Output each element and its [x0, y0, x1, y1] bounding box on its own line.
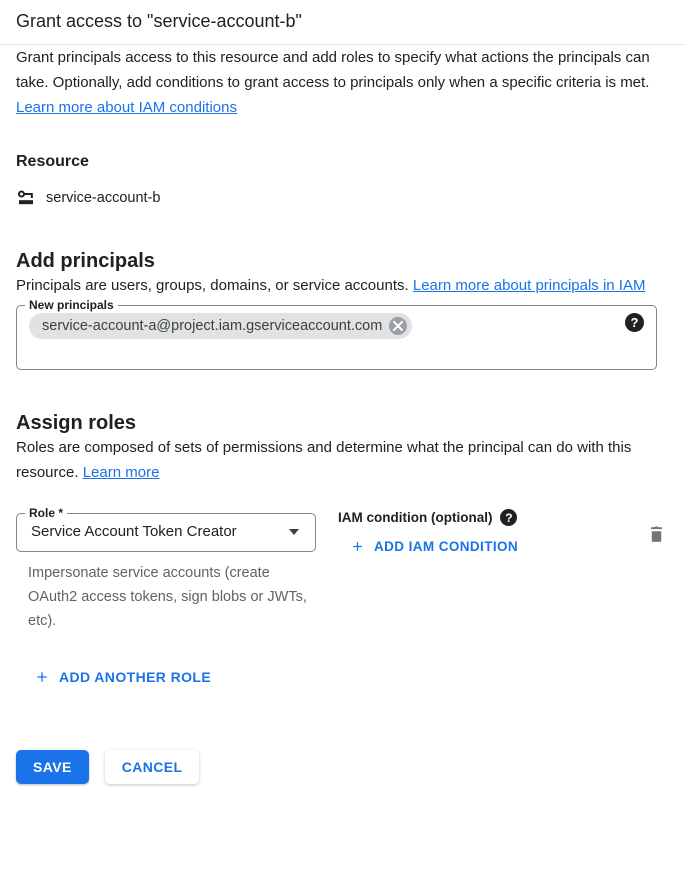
delete-role-column [645, 506, 668, 549]
close-icon [393, 321, 403, 331]
chevron-down-icon [289, 529, 299, 535]
delete-role-button[interactable] [645, 522, 668, 549]
role-description: Impersonate service accounts (create OAuth2 access tokens, sign blobs or JWTs, etc). [28, 565, 307, 629]
dialog-header [0, 0, 684, 45]
add-principals-heading: Add principals [16, 250, 155, 272]
role-selected-value: Service Account Token Creator [31, 523, 237, 540]
save-button[interactable]: SAVE [16, 750, 89, 784]
role-label: Role * [29, 506, 64, 520]
new-principals-label: New principals [29, 298, 114, 312]
principals-paragraph [16, 273, 662, 298]
intro-paragraph [16, 45, 662, 120]
resource-name: service-account-b [46, 190, 161, 206]
dialog-title: Grant access to "service-account-b" [16, 11, 302, 31]
iam-condition-column [338, 506, 518, 559]
roles-paragraph [16, 435, 662, 485]
new-principals-field[interactable] [16, 298, 657, 370]
dialog-body [0, 45, 684, 784]
service-account-icon [16, 188, 36, 208]
plus-icon [350, 539, 365, 554]
iam-conditions-link[interactable]: Learn more about IAM conditions [16, 99, 237, 116]
add-iam-condition-label: ADD IAM CONDITION [374, 539, 519, 554]
principals-learn-more-link[interactable]: Learn more about principals in IAM [412, 277, 646, 294]
role-row [16, 506, 668, 633]
principals-help-icon[interactable]: ? [625, 313, 644, 332]
add-another-role-button[interactable] [34, 669, 211, 685]
role-column [16, 506, 316, 633]
principal-chip[interactable] [29, 313, 412, 339]
assign-roles-heading: Assign roles [16, 412, 137, 434]
iam-condition-label: IAM condition (optional) [338, 510, 493, 525]
add-iam-condition-button[interactable] [350, 539, 518, 554]
role-select[interactable] [29, 520, 303, 551]
iam-condition-help-icon[interactable]: ? [500, 509, 517, 526]
roles-learn-more-link[interactable]: Learn more [82, 464, 160, 481]
trash-icon [647, 524, 666, 544]
remove-principal-button[interactable] [389, 317, 407, 335]
intro-text: Grant principals access to this resource and add roles to specify what actions the principals can take. Optionally, add conditions to grant access to principals only when a specific criteria is met. [16, 49, 650, 91]
plus-icon [34, 669, 50, 685]
principals-text: Principals are users, groups, domains, or service accounts. [16, 277, 409, 294]
principal-chip-label: service-account-a@project.iam.gserviceaccount.com [42, 318, 383, 334]
cancel-button[interactable]: CANCEL [105, 750, 200, 784]
dialog-actions [16, 750, 668, 784]
roles-text: Roles are composed of sets of permissions and determine what the principal can do with this resource. [16, 439, 632, 481]
resource-row [16, 188, 668, 208]
role-select-field[interactable] [16, 506, 316, 552]
resource-heading: Resource [16, 153, 89, 170]
add-another-role-label: ADD ANOTHER ROLE [59, 669, 212, 685]
